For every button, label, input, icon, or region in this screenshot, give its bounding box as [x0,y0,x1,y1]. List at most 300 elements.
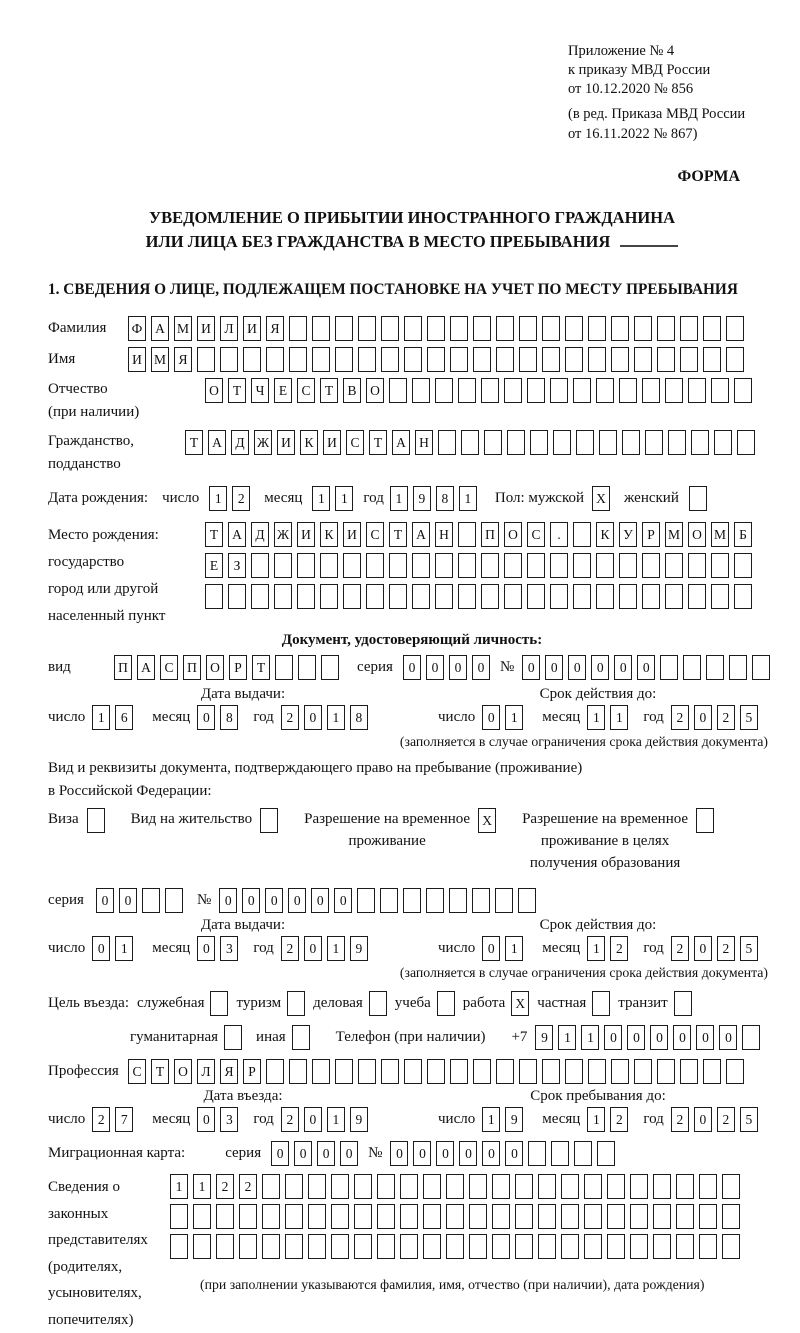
day-label: число [438,1111,476,1128]
char-cell [404,316,422,341]
patronymic-boxes [205,378,752,403]
char-cell [734,378,752,403]
appendix-line-3: от 10.12.2020 № 856 [568,81,694,98]
char-cell [239,1234,257,1259]
res-doc-line-2: в Российской Федерации: [48,783,212,800]
char-cell: 0 [472,655,490,680]
char-cell: О [206,655,224,680]
char-cell: Т [228,378,246,403]
char-cell [297,584,315,609]
char-cell: С [346,430,364,455]
char-cell: С [527,522,545,547]
char-cell: 0 [197,705,215,730]
char-cell [607,1204,625,1229]
id-doc-heading: Документ, удостоверяющий личность: [281,632,543,649]
char-cell [561,1174,579,1199]
res-issue-year-boxes [281,936,368,961]
char-cell [584,1234,602,1259]
char-cell [446,1204,464,1229]
representatives-row2-boxes [170,1204,740,1229]
number-label: № [196,892,212,909]
char-cell [197,347,215,372]
char-cell: 9 [505,1107,523,1132]
purpose-row-2: гуманитарная иная Телефон (при наличии) +7 9 1 1 0 0 0 0 0 0 [48,1025,776,1050]
char-cell [193,1204,211,1229]
char-cell: X [478,808,496,833]
char-cell: 1 [459,486,477,511]
char-cell: 8 [436,486,454,511]
char-cell: 9 [535,1025,553,1050]
char-cell [289,1059,307,1084]
res-doc-number-boxes [219,888,536,913]
char-cell: 0 [604,1025,622,1050]
char-cell: А [151,316,169,341]
char-cell [446,1174,464,1199]
char-cell [642,378,660,403]
char-cell [404,1059,422,1084]
char-cell: Р [243,1059,261,1084]
char-cell: О [366,378,384,403]
char-cell: 0 [294,1141,312,1166]
char-cell [496,1059,514,1084]
char-cell [285,1234,303,1259]
id-doc-kind-row [48,655,776,680]
char-cell [331,1174,349,1199]
char-cell: В [343,378,361,403]
char-cell: 1 [505,705,523,730]
char-cell: Л [197,1059,215,1084]
char-cell [565,347,583,372]
option-temp-residence-education: Разрешение на временное проживание в целях получения образования [522,808,714,874]
entry-day-boxes [92,1107,133,1132]
char-cell: О [504,522,522,547]
char-cell [170,1204,188,1229]
char-cell: 0 [627,1025,645,1050]
char-cell [380,888,398,913]
char-cell: И [297,522,315,547]
char-cell: 8 [350,705,368,730]
char-cell: Е [274,378,292,403]
char-cell [596,378,614,403]
char-cell: 5 [740,705,758,730]
char-cell: 2 [610,1107,628,1132]
char-cell: С [128,1059,146,1084]
char-cell: 1 [170,1174,188,1199]
char-cell [251,553,269,578]
char-cell [369,991,387,1016]
char-cell [427,347,445,372]
expiry-date-label: Срок действия до: [539,917,657,934]
appendix-line-1: Приложение № 4 [568,43,675,59]
char-cell: 1 [587,1107,605,1132]
stay-dates-row [48,1107,776,1132]
form-title-line-2: ИЛИ ЛИЦА БЕЗ ГРАЖДАНСТВА В МЕСТО ПРЕБЫВАНИЯ [48,230,776,255]
char-cell [504,584,522,609]
birth-date-row [48,486,776,511]
char-cell [320,553,338,578]
char-cell: 0 [317,1141,335,1166]
birth-date-label: Дата рождения: [48,490,149,507]
char-cell [653,1234,671,1259]
char-cell [450,347,468,372]
char-cell [542,316,560,341]
char-cell: 0 [92,936,110,961]
char-cell [711,553,729,578]
char-cell [358,316,376,341]
char-cell [496,316,514,341]
char-cell: 0 [449,655,467,680]
number-label: № [499,659,515,676]
char-cell: 0 [288,888,306,913]
char-cell: С [297,378,315,403]
char-cell [220,347,238,372]
char-cell [584,1204,602,1229]
char-cell [228,584,246,609]
purpose-tourism-checkbox [287,991,305,1016]
birth-place-block [48,522,776,630]
char-cell [354,1174,372,1199]
series-label: серия [357,659,393,676]
year-label: год [643,1111,664,1128]
char-cell [449,888,467,913]
char-cell: 2 [717,1107,735,1132]
res-doc-dates-header [48,917,776,934]
char-cell: 6 [115,705,133,730]
char-cell [292,1025,310,1050]
char-cell: 7 [115,1107,133,1132]
char-cell [561,1234,579,1259]
char-cell [515,1174,533,1199]
char-cell [550,378,568,403]
representatives-row1-boxes [170,1174,740,1199]
char-cell [285,1204,303,1229]
char-cell [216,1234,234,1259]
temp-residence-permit-checkbox [478,808,496,833]
char-cell: 0 [413,1141,431,1166]
char-cell: И [277,430,295,455]
char-cell [653,1174,671,1199]
id-doc-kind-boxes [114,655,339,680]
phone-boxes [535,1025,760,1050]
char-cell [550,584,568,609]
char-cell [519,347,537,372]
char-cell [260,808,278,833]
char-cell: Н [415,430,433,455]
char-cell [676,1234,694,1259]
char-cell [412,378,430,403]
char-cell [335,316,353,341]
surname-boxes [128,316,744,341]
entry-month-boxes [197,1107,238,1132]
phone-label: Телефон (при наличии) [335,1029,486,1046]
char-cell [530,430,548,455]
char-cell [205,584,223,609]
char-cell: Я [220,1059,238,1084]
char-cell [357,888,375,913]
char-cell [312,347,330,372]
char-cell: 5 [740,936,758,961]
char-cell: 0 [694,705,712,730]
char-cell [630,1174,648,1199]
char-cell [527,553,545,578]
char-cell: 1 [505,936,523,961]
char-cell: 1 [558,1025,576,1050]
char-cell: А [392,430,410,455]
res-doc-dates-row [48,936,776,961]
char-cell [308,1234,326,1259]
day-label: число [48,1111,86,1128]
char-cell [458,553,476,578]
char-cell [592,991,610,1016]
char-cell [611,347,629,372]
char-cell [358,1059,376,1084]
char-cell [588,1059,606,1084]
option-temp-residence-permit: Разрешение на временное проживание X [304,808,496,852]
char-cell [596,553,614,578]
char-cell: Ж [254,430,272,455]
char-cell [469,1234,487,1259]
char-cell: П [481,522,499,547]
char-cell [400,1174,418,1199]
char-cell [496,347,514,372]
stay-dates-header [48,1088,776,1105]
char-cell: 0 [304,705,322,730]
birth-day-boxes [209,486,250,511]
char-cell [706,655,724,680]
char-cell: Д [251,522,269,547]
char-cell [527,378,545,403]
birth-place-row3-boxes [205,584,752,609]
char-cell: П [114,655,132,680]
month-label: месяц [542,1111,581,1128]
char-cell: 0 [545,655,563,680]
char-cell: X [592,486,610,511]
char-cell: 1 [587,705,605,730]
char-cell [320,584,338,609]
char-cell [481,378,499,403]
series-label: серия [48,892,84,909]
id-expiry-year-boxes [671,705,758,730]
id-doc-dates-row [48,705,776,730]
char-cell: 0 [673,1025,691,1050]
citizenship-row [48,430,776,476]
char-cell [377,1204,395,1229]
char-cell [703,1059,721,1084]
temp-residence-education-checkbox [696,808,714,833]
char-cell [619,584,637,609]
year-label: год [643,709,664,726]
entry-date-label: Дата въезда: [203,1088,283,1105]
char-cell: 3 [220,936,238,961]
char-cell [251,584,269,609]
char-cell [492,1204,510,1229]
birth-place-row1-boxes [205,522,752,547]
char-cell [665,378,683,403]
char-cell [553,430,571,455]
citizenship-boxes [185,430,755,455]
char-cell [680,347,698,372]
char-cell [331,1204,349,1229]
char-cell [381,316,399,341]
representatives-label: Сведения о законных представителях (родителях, усыновителях, попечителях) [48,1179,148,1328]
char-cell [619,378,637,403]
char-cell: 1 [335,486,353,511]
char-cell [308,1174,326,1199]
char-cell [665,584,683,609]
birth-year-boxes [390,486,477,511]
representatives-note: (при заполнении указываются фамилия, имя, отчество (при наличии), дата рождения) [200,1277,705,1293]
char-cell [538,1204,556,1229]
res-doc-series-row [48,888,776,913]
char-cell: 0 [482,705,500,730]
char-cell [588,316,606,341]
char-cell [691,430,709,455]
char-cell [142,888,160,913]
char-cell [722,1234,740,1259]
char-cell [492,1234,510,1259]
char-cell [634,347,652,372]
char-cell [634,316,652,341]
char-cell: Ф [128,316,146,341]
char-cell [495,888,513,913]
char-cell: У [619,522,637,547]
char-cell: 1 [327,1107,345,1132]
char-cell [573,378,591,403]
char-cell [550,553,568,578]
char-cell [450,1059,468,1084]
char-cell: 0 [426,655,444,680]
char-cell: 2 [671,1107,689,1132]
char-cell: 0 [696,1025,714,1050]
char-cell: К [300,430,318,455]
char-cell [642,553,660,578]
char-cell: 0 [482,1141,500,1166]
purpose-work-checkbox [511,991,529,1016]
char-cell: М [711,522,729,547]
char-cell [435,553,453,578]
char-cell: 0 [719,1025,737,1050]
char-cell: 1 [92,705,110,730]
char-cell: 0 [265,888,283,913]
char-cell [289,347,307,372]
char-cell [400,1234,418,1259]
char-cell [423,1204,441,1229]
char-cell: 0 [271,1141,289,1166]
char-cell [366,553,384,578]
day-label: число [48,709,86,726]
year-label: год [253,940,274,957]
char-cell [308,1204,326,1229]
char-cell: О [205,378,223,403]
name-row [48,347,776,372]
char-cell: 5 [740,1107,758,1132]
issue-date-label: Дата выдачи: [200,686,286,703]
char-cell [607,1174,625,1199]
char-cell: 0 [311,888,329,913]
char-cell [519,1059,537,1084]
char-cell [680,316,698,341]
char-cell [389,553,407,578]
entry-year-boxes [281,1107,368,1132]
char-cell: О [174,1059,192,1084]
char-cell [472,888,490,913]
char-cell [737,430,755,455]
char-cell: 0 [568,655,586,680]
char-cell [450,316,468,341]
char-cell [542,347,560,372]
number-label: № [368,1145,383,1162]
char-cell [607,1234,625,1259]
char-cell: 1 [581,1025,599,1050]
char-cell [504,378,522,403]
purpose-official-checkbox [210,991,228,1016]
char-cell [561,1204,579,1229]
id-doc-number-boxes [522,655,770,680]
migration-card-row [48,1141,776,1166]
char-cell: 0 [197,1107,215,1132]
char-cell [469,1174,487,1199]
char-cell: 2 [281,705,299,730]
char-cell: Т [151,1059,169,1084]
char-cell [699,1204,717,1229]
char-cell [423,1174,441,1199]
appendix-block [568,42,776,144]
migration-number-boxes [390,1141,615,1166]
char-cell [458,522,476,547]
char-cell [210,991,228,1016]
purpose-label: Цель въезда: [48,995,129,1012]
char-cell [734,584,752,609]
sex-male-checkbox [592,486,610,511]
char-cell [469,1204,487,1229]
res-issue-month-boxes [197,936,238,961]
char-cell [519,316,537,341]
surname-label: Фамилия [48,320,107,337]
char-cell [193,1234,211,1259]
char-cell [611,1059,629,1084]
char-cell [321,655,339,680]
month-label: месяц [264,490,303,507]
char-cell [611,316,629,341]
char-cell: 0 [482,936,500,961]
char-cell [427,316,445,341]
char-cell: 0 [505,1141,523,1166]
char-cell: Ч [251,378,269,403]
char-cell [366,584,384,609]
char-cell [657,1059,675,1084]
name-boxes [128,347,744,372]
char-cell [426,888,444,913]
purpose-business-checkbox [369,991,387,1016]
month-label: месяц [152,1111,191,1128]
char-cell [412,553,430,578]
purpose-other-checkbox [292,1025,310,1050]
purpose-private-checkbox [592,991,610,1016]
char-cell: Т [252,655,270,680]
until-month-boxes [587,1107,628,1132]
char-cell [538,1174,556,1199]
char-cell: 8 [220,705,238,730]
migration-series-boxes [271,1141,358,1166]
char-cell: Р [229,655,247,680]
char-cell [584,1174,602,1199]
char-cell: 1 [390,486,408,511]
char-cell: И [323,430,341,455]
res-doc-line-1: Вид и реквизиты документа, подтверждающего право на пребывание (проживание) [48,760,583,777]
char-cell [312,1059,330,1084]
id-expiry-day-boxes [482,705,523,730]
char-cell [377,1234,395,1259]
